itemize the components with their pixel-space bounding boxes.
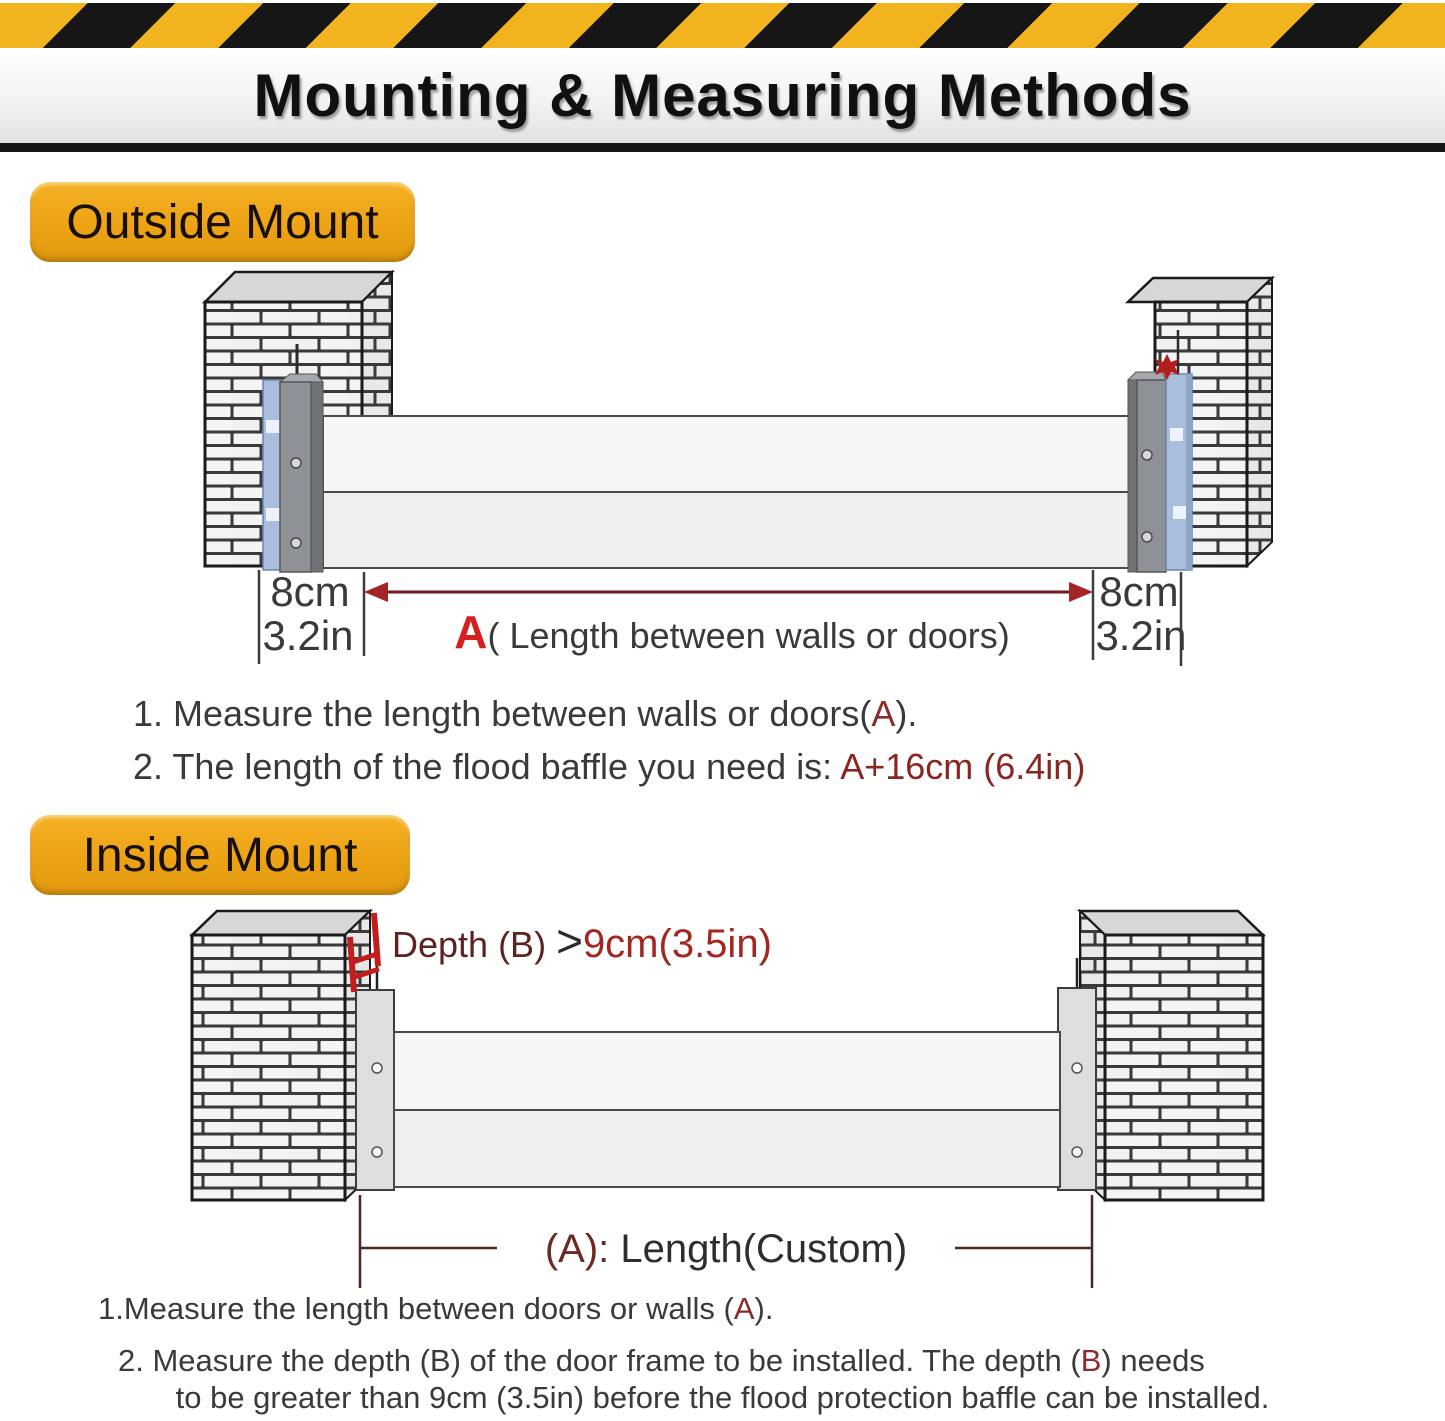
outside-step1-text: 1. Measure the length between walls or doors(	[133, 693, 872, 734]
right-offset-cm-label: 8cm	[1099, 568, 1179, 615]
inside-step-1	[98, 1292, 773, 1326]
inside-step2-line2-text: to be greater than 9cm (3.5in) before the flood protection baffle can be installed.	[175, 1380, 1270, 1415]
outside-mount-diagram	[0, 262, 1445, 682]
outside-step-2	[133, 747, 1085, 787]
inside-step-2-line-2	[0, 1381, 1445, 1415]
inside-left-pillar	[192, 911, 370, 1200]
depth-label-pre: Depth (B)	[392, 924, 557, 965]
outside-step2-value: A+16cm (6.4in)	[840, 746, 1086, 787]
inside-mount-diagram	[0, 895, 1445, 1295]
greater-than-sign: >	[556, 915, 583, 967]
inside-step2-mid: ) needs	[1101, 1343, 1205, 1378]
inside-right-channel	[1058, 958, 1096, 1190]
header-divider	[0, 143, 1445, 152]
inside-mount-badge	[30, 815, 410, 895]
outside-mount-badge	[30, 182, 415, 262]
span-length-a: A	[454, 606, 488, 658]
inside-step-2-line-1	[118, 1344, 1205, 1378]
inside-flood-barrier	[394, 1032, 1060, 1187]
span-length-rest: ( Length between walls or doors)	[487, 615, 1010, 656]
length-label-a: (A):	[544, 1227, 610, 1271]
outside-step-1	[133, 694, 917, 734]
hazard-stripe-band	[0, 3, 1445, 48]
inside-left-channel	[356, 962, 394, 1190]
inside-step2-b: B	[1080, 1343, 1102, 1378]
outside-span-arrow	[364, 582, 1093, 602]
outside-flood-barrier	[323, 416, 1130, 568]
length-label-rest: Length(Custom)	[609, 1227, 908, 1271]
left-offset-in-label: 3.2in	[262, 612, 354, 659]
span-length-label	[454, 606, 1010, 658]
depth-label-value: 9cm(3.5in)	[582, 922, 772, 966]
title-band	[0, 48, 1445, 143]
outside-step2-text: 2. The length of the flood baffle you need is:	[133, 746, 841, 787]
inside-right-pillar	[1080, 911, 1263, 1200]
left-offset-cm-label: 8cm	[270, 568, 350, 615]
outside-mount-badge-label: Outside Mount	[66, 195, 379, 249]
length-custom-label	[545, 1227, 907, 1271]
inside-step1-a: A	[733, 1291, 755, 1326]
right-offset-in-label: 3.2in	[1095, 612, 1187, 659]
inside-step1-text: 1.Measure the length between doors or walls (	[98, 1291, 734, 1326]
inside-mount-badge-label: Inside Mount	[82, 828, 358, 882]
page-title: Mounting & Measuring Methods	[253, 62, 1192, 129]
outside-step1-a: A	[871, 693, 896, 734]
depth-label	[392, 915, 772, 967]
inside-step2-text: 2. Measure the depth (B) of the door frame to be installed. The depth (	[118, 1343, 1081, 1378]
inside-step1-post: ).	[754, 1291, 774, 1326]
outside-step1-post: ).	[895, 693, 918, 734]
